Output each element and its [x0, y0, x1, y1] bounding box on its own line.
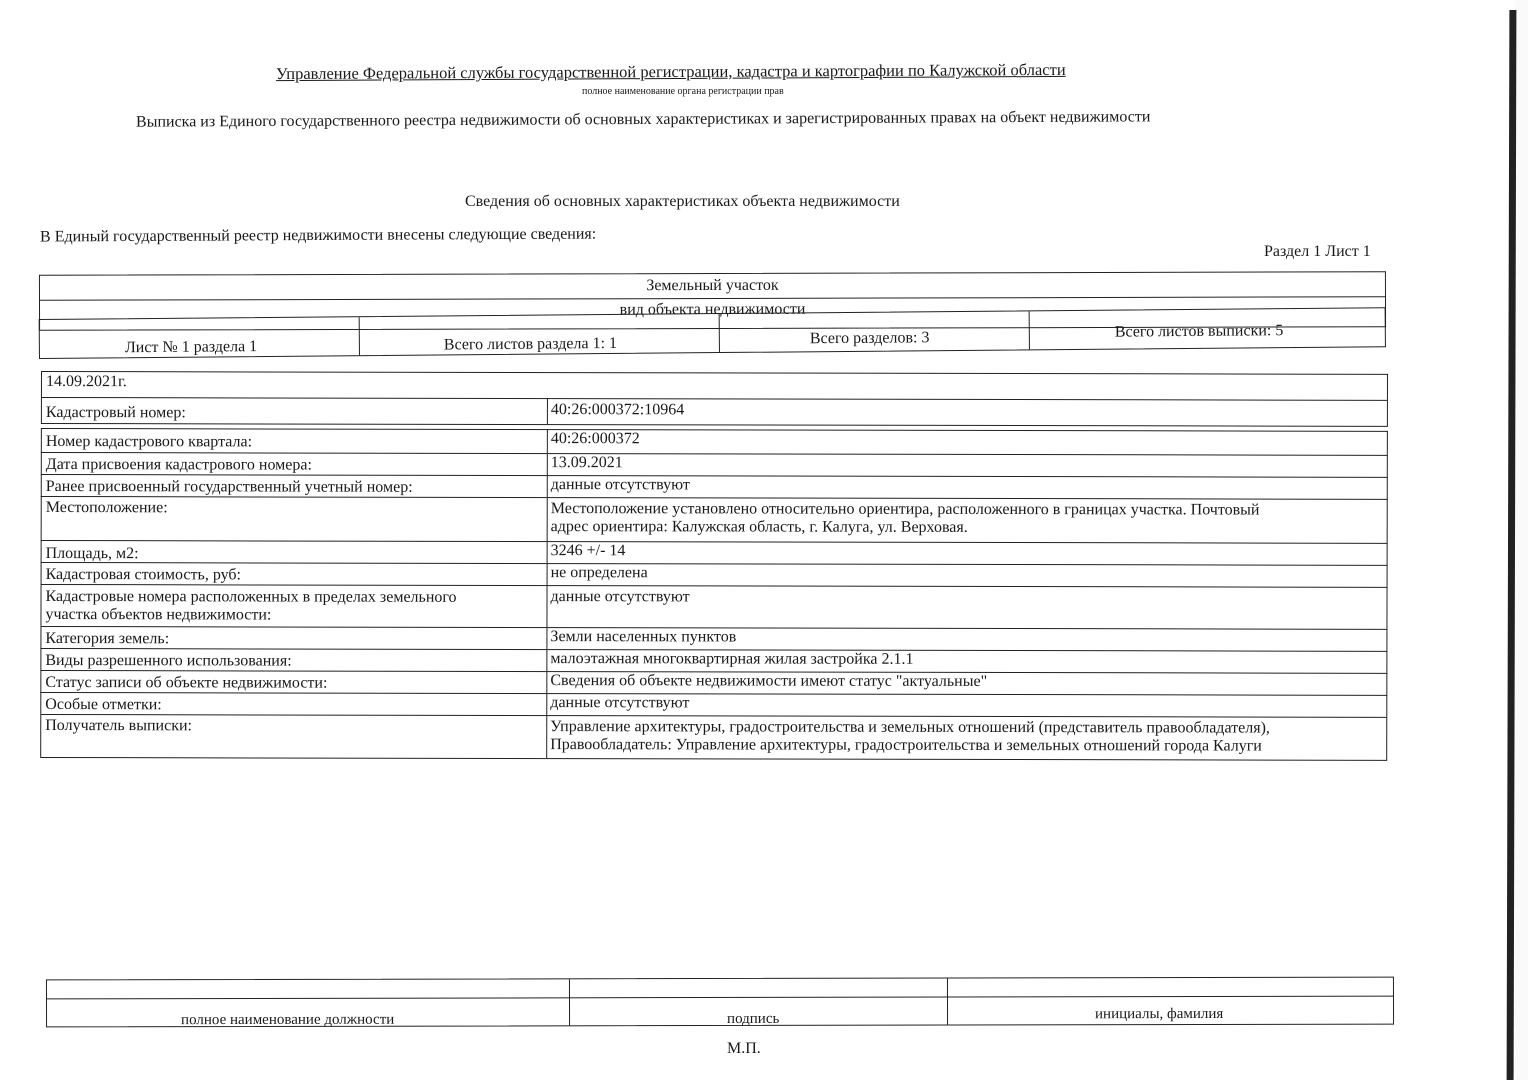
- recipient-line-1: Управление архитектуры, градостроительства и земельных отношений (представитель правообладателя),: [550, 718, 1270, 737]
- table-row: [40, 714, 1387, 761]
- label-line-2: участка объектов недвижимости:: [45, 606, 272, 624]
- table-row: [40, 584, 1387, 629]
- recipient-line-2: Правообладатель: Управление архитектуры, градостроительства и земельных отношений города Калуги: [550, 736, 1262, 755]
- field-label: Местоположение:: [42, 497, 548, 541]
- field-value: малоэтажная многоквартирная жилая застройка 2.1.1: [550, 650, 914, 668]
- table-row: [40, 692, 1387, 717]
- date-row: [41, 371, 1388, 400]
- field-label: Кадастровая стоимость, руб:: [42, 563, 548, 585]
- cadastral-number: 40:26:000372:10964: [550, 401, 685, 419]
- table-row: [41, 540, 1388, 565]
- table-row: [40, 626, 1387, 651]
- registration-authority-name: Управление Федеральной службы государственной регистрации, кадастра и картографии по Калужской области: [275, 59, 1066, 84]
- field-label: Статус записи об объекте недвижимости:: [41, 671, 547, 693]
- table-row: [41, 474, 1388, 499]
- field-label: Кадастровый номер:: [42, 398, 548, 424]
- table-row: [41, 562, 1388, 587]
- field-label: Получатель выписки:: [41, 715, 547, 758]
- intro-text: В Единый государственный реестр недвижимости внесены следующие сведения:: [39, 225, 597, 246]
- extract-date: 14.09.2021г.: [45, 373, 127, 391]
- section-sheet-ref: Раздел 1 Лист 1: [1264, 243, 1371, 260]
- field-label: Виды разрешенного использования:: [41, 649, 547, 671]
- position-caption: полное наименование должности: [181, 1011, 395, 1029]
- name-caption: инициалы, фамилия: [1095, 1005, 1224, 1023]
- location-line-2: адрес ориентира: Калужская область, г. Калуга, ул. Верховая.: [550, 518, 968, 536]
- field-value: не определена: [550, 564, 648, 582]
- field-label: [41, 585, 547, 627]
- document-title: Выписка из Единого государственного реестра недвижимости об основных характеристиках и зарегистрированных правах на объект недвижимости: [135, 108, 1151, 131]
- field-value: 3246 +/- 14: [550, 542, 626, 560]
- total-sections: Всего разделов: 3: [809, 329, 930, 348]
- field-label: Номер кадастрового квартала:: [42, 429, 548, 453]
- table-row: [41, 496, 1388, 543]
- table-row: [41, 397, 1388, 427]
- label-line-1: Кадастровые номера расположенных в пределах земельного: [45, 588, 457, 606]
- field-value: данные отсутствуют: [550, 588, 690, 606]
- table-row: [41, 452, 1388, 477]
- signature-caption: подпись: [727, 1010, 780, 1027]
- field-value: Земли населенных пунктов: [550, 628, 737, 646]
- field-value: данные отсутствуют: [550, 694, 690, 712]
- field-label: Особые отметки:: [41, 693, 547, 715]
- table-row: [40, 648, 1387, 673]
- total-sheets-extract: Всего листов выписки: 5: [1114, 322, 1284, 341]
- location-line-1: Местоположение установлено относительно ориентира, расположенного в границах участка. Почтовый: [550, 500, 1260, 519]
- property-details-table: [40, 371, 1388, 761]
- object-type: Земельный участок: [646, 276, 779, 295]
- field-value: [547, 716, 1386, 760]
- field-label: Категория земель:: [41, 627, 547, 649]
- field-value: 13.09.2021: [550, 454, 623, 472]
- sheet-number: Лист № 1 раздела 1: [124, 338, 258, 357]
- total-sheets-section: Всего листов раздела 1: 1: [443, 334, 618, 354]
- field-value: Сведения об объекте недвижимости имеют статус "актуальные": [550, 672, 988, 690]
- object-type-caption: вид объекта недвижимости: [619, 300, 806, 319]
- field-value: 40:26:000372: [550, 430, 640, 448]
- scan-margin: [1515, 0, 1528, 1080]
- field-value: [548, 498, 1387, 543]
- section-heading: Сведения об основных характеристиках объекта недвижимости: [465, 193, 900, 210]
- field-label: Площадь, м2:: [42, 541, 548, 563]
- field-value: данные отсутствуют: [550, 476, 690, 494]
- stamp-place: М.П.: [727, 1040, 761, 1057]
- registration-authority-caption: полное наименование органа регистрации прав: [582, 86, 784, 97]
- field-label: Ранее присвоенный государственный учетный номер:: [42, 475, 548, 497]
- signature-block: [46, 977, 1394, 1028]
- table-row: [40, 670, 1387, 695]
- table-row: [41, 428, 1388, 455]
- field-label: Дата присвоения кадастрового номера:: [42, 453, 548, 475]
